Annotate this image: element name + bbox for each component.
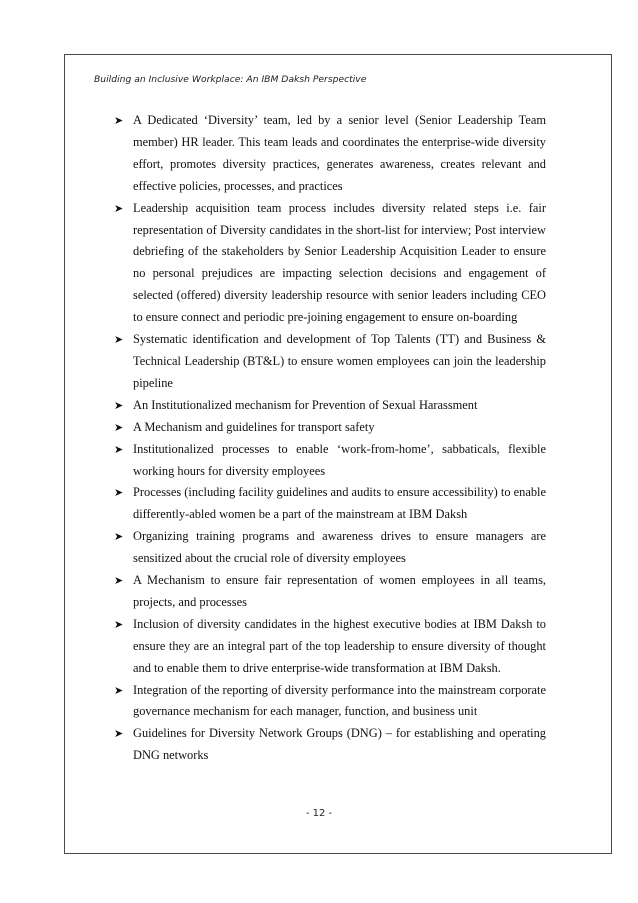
list-item	[114, 723, 546, 767]
arrow-bullet-icon: ➤	[114, 617, 124, 631]
arrow-bullet-icon: ➤	[114, 398, 124, 412]
list-item	[114, 526, 546, 570]
list-item-text: Processes (including facility guidelines and audits to ensure accessibility) to enable differently-abled women be a part of the mainstream at IBM Daksh	[133, 485, 546, 522]
arrow-bullet-icon: ➤	[114, 683, 124, 697]
arrow-bullet-icon: ➤	[114, 333, 124, 347]
list-item-text: Guidelines for Diversity Network Groups (DNG) – for establishing and operating DNG networks	[133, 726, 546, 763]
list-item-text: A Dedicated ‘Diversity’ team, led by a senior level (Senior Leadership Team member) HR leader. This team leads and coordinates the enterprise-wide diversity effort, promotes diversity practices, generates awareness, creates relevant and effective policies, processes, and practices	[133, 113, 546, 193]
list-item-text: Integration of the reporting of diversity performance into the mainstream corporate governance mechanism for each manager, function, and business unit	[133, 682, 546, 719]
list-item	[114, 614, 546, 680]
arrow-bullet-icon: ➤	[114, 420, 124, 434]
list-item	[114, 198, 546, 329]
list-item	[114, 110, 546, 198]
list-item	[114, 439, 546, 483]
list-item-text: Institutionalized processes to enable ‘work-from-home’, sabbaticals, flexible working hours for diversity employees	[133, 441, 546, 478]
arrow-bullet-icon: ➤	[114, 442, 124, 456]
list-item-text: Leadership acquisition team process includes diversity related steps i.e. fair representation of Diversity candidates in the short-list for interview; Post interview debriefing of the stakeholders by Senior Leadership Acquisition Leader to ensure no personal prejudices are impacting selection decisions and engagement of selected (offered) diversity leadership resource with senior leaders including CEO to ensure connect and periodic pre-joining engagement to ensure on-boarding	[133, 200, 546, 325]
arrow-bullet-icon: ➤	[114, 530, 124, 544]
list-item-text: Organizing training programs and awareness drives to ensure managers are sensitized about the crucial role of diversity employees	[133, 529, 546, 566]
list-item-text: Systematic identification and development of Top Talents (TT) and Business & Technical Leadership (BT&L) to ensure women employees can join the leadership pipeline	[133, 332, 546, 390]
list-item	[114, 395, 546, 417]
list-item	[114, 417, 546, 439]
list-item-text: A Mechanism and guidelines for transport safety	[133, 419, 375, 434]
page-number: - 12 -	[305, 808, 333, 819]
arrow-bullet-icon: ➤	[114, 574, 124, 588]
list-item	[114, 329, 546, 395]
diversity-initiatives-list	[114, 110, 546, 767]
arrow-bullet-icon: ➤	[114, 727, 124, 741]
list-item-text: Inclusion of diversity candidates in the highest executive bodies at IBM Daksh to ensure they are an integral part of the top leadership to ensure diversity of thought and to enable them to drive enterprise-wide transformation at IBM Daksh.	[133, 616, 546, 675]
running-header: Building an Inclusive Workplace: An IBM Daksh Perspective	[94, 74, 367, 85]
arrow-bullet-icon: ➤	[114, 114, 124, 127]
list-item	[114, 570, 546, 614]
arrow-bullet-icon: ➤	[114, 201, 124, 215]
list-item-text: A Mechanism to ensure fair representation of women employees in all teams, projects, and processes	[133, 573, 546, 609]
list-item-text: An Institutionalized mechanism for Prevention of Sexual Harassment	[133, 397, 478, 412]
list-item	[114, 680, 546, 724]
list-item	[114, 482, 546, 526]
arrow-bullet-icon: ➤	[114, 486, 124, 500]
